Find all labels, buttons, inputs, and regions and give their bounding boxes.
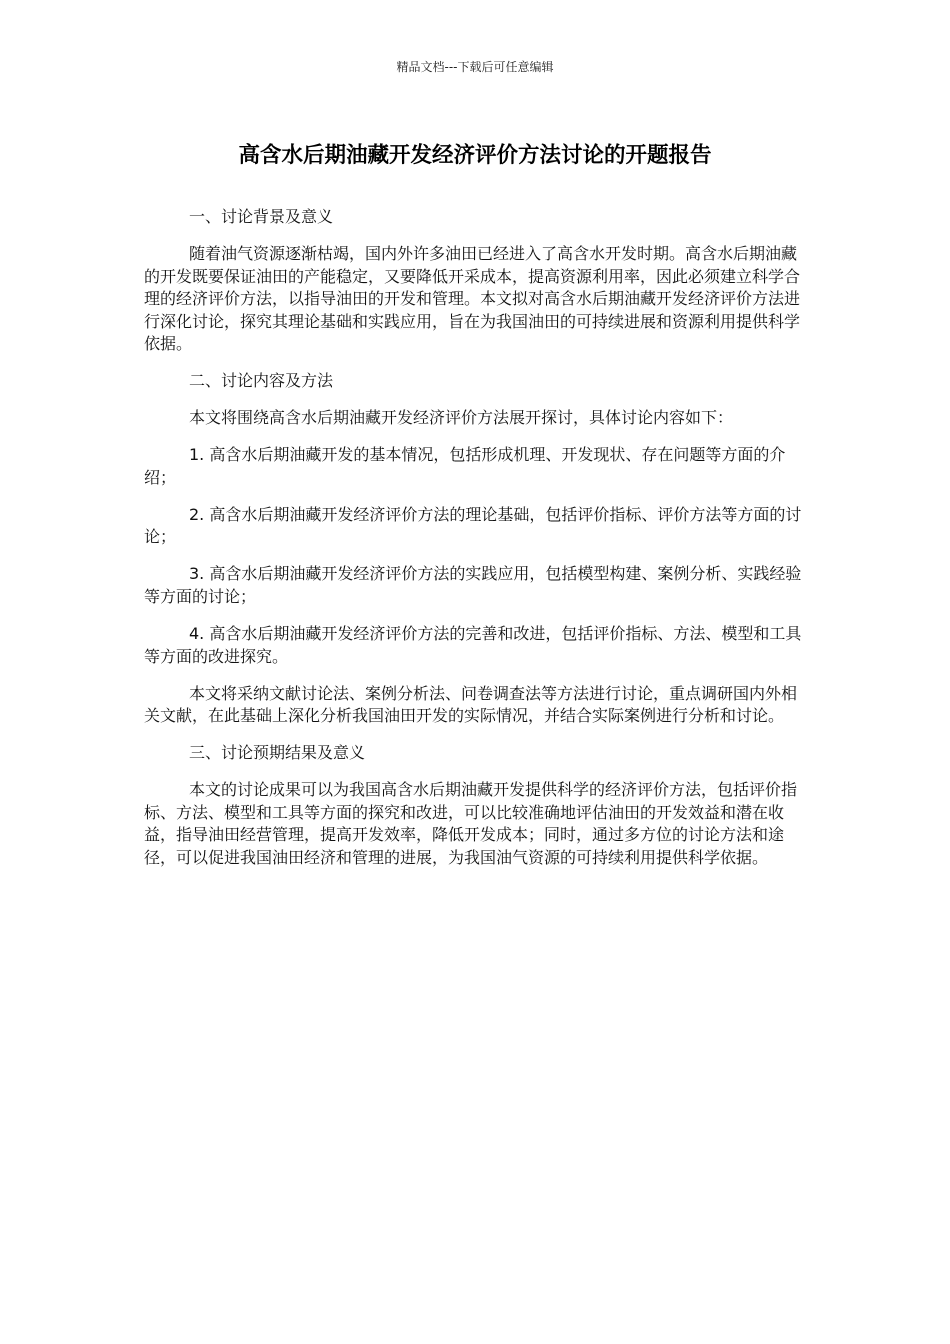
section-heading-content-method: 二、讨论内容及方法 <box>189 371 334 391</box>
paragraph-expected-results: 本文的讨论成果可以为我国高含水后期油藏开发提供科学的经济评价方法，包括评价指标、方法、模型和工具等方面的探究和改进，可以比较准确地评估油田的开发效益和潜在收益，指导油田经营管理，提高开发效率，降低开发成本；同时，通过多方位的讨论方法和途径，可以促进我国油田经济和管理的进展，为我国油气资源的可持续利用提供科学依据。 <box>144 780 798 867</box>
paragraph-method: 本文将采纳文献讨论法、案例分析法、问卷调查法等方法进行讨论，重点调研国内外相关文献，在此基础上深化分析我国油田开发的实际情况，并结合实际案例进行分析和讨论。 <box>144 683 798 726</box>
list-item-4: 4. 高含水后期油藏开发经济评价方法的完善和改进，包括评价指标、方法、模型和工具等方面的改进探究。 <box>144 624 802 666</box>
paragraph-content-intro: 本文将围绕高含水后期油藏开发经济评价方法展开探讨，具体讨论内容如下： <box>189 408 734 428</box>
document-title: 高含水后期油藏开发经济评价方法讨论的开题报告 <box>238 143 712 168</box>
list-item-1: 1. 高含水后期油藏开发的基本情况，包括形成机理、开发现状、存在问题等方面的介绍； <box>144 445 786 487</box>
document-body <box>144 206 806 884</box>
header-note: 精品文档---下载后可任意编辑 <box>396 60 554 74</box>
list-item-3: 3. 高含水后期油藏开发经济评价方法的实践应用，包括模型构建、案例分析、实践经验等方面的讨论； <box>144 564 802 607</box>
section-heading-background: 一、讨论背景及意义 <box>189 207 334 226</box>
paragraph-background: 随着油气资源逐渐枯竭，国内外许多油田已经进入了高含水开发时期。高含水后期油藏的开发既要保证油田的产能稳定，又要降低开采成本，提高资源利用率，因此必须建立科学合理的经济评价方法，以指导油田的开发和管理。本文拟对高含水后期油藏开发经济评价方法进行深化讨论，探究其理论基础和实践应用，旨在为我国油田的可持续进展和资源利用提供科学依据。 <box>144 243 801 354</box>
section-heading-expected-results: 三、讨论预期结果及意义 <box>189 743 366 763</box>
list-item-2: 2. 高含水后期油藏开发经济评价方法的理论基础，包括评价指标、评价方法等方面的讨论； <box>144 504 802 547</box>
